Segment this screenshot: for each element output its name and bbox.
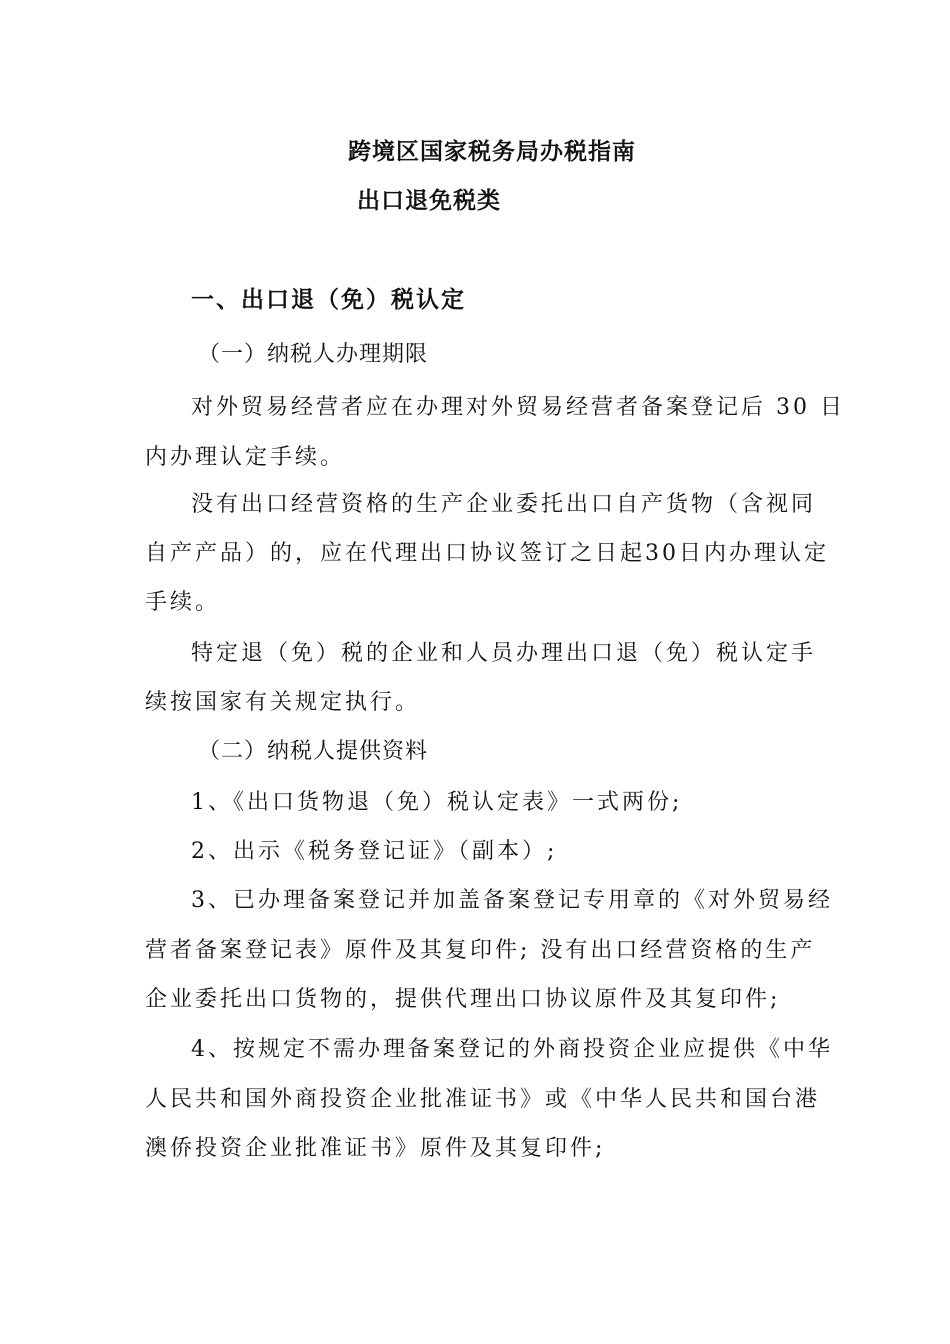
list-item: 3、已办理备案登记并加盖备案登记专用章的《对外贸易经: [191, 888, 833, 913]
paragraph-line: 特定退（免）税的企业和人员办理出口退（免）税认定手: [191, 641, 817, 666]
subsection-heading-materials: （二）纳税人提供资料: [198, 739, 429, 764]
list-item-continued: 营者备案登记表》原件及其复印件; 没有出口经营资格的生产: [145, 938, 816, 963]
paragraph-line: 没有出口经营资格的生产企业委托出口自产货物（含视同: [191, 492, 817, 517]
list-item: 1、《出口货物退（免）税认定表》一式两份;: [191, 790, 683, 815]
document-subtitle: 出口退免税类: [357, 187, 501, 214]
paragraph-line: 手续。: [145, 590, 221, 615]
list-item-continued: 企业委托出口货物的，提供代理出口协议原件及其复印件;: [145, 987, 781, 1012]
list-item: 4、按规定不需办理备案登记的外商投资企业应提供《中华: [191, 1037, 833, 1062]
list-item-continued: 人民共和国外商投资企业批准证书》或《中华人民共和国台港: [145, 1087, 821, 1112]
list-item-continued: 澳侨投资企业批准证书》原件及其复印件;: [145, 1136, 606, 1161]
paragraph-line: 自产产品）的，应在代理出口协议签订之日起30日内办理认定: [145, 541, 829, 566]
section-heading: 一、出口退（免）税认定: [191, 286, 466, 313]
list-item: 2、出示《税务登记证》（副本）;: [191, 839, 558, 864]
subsection-heading-deadline: （一）纳税人办理期限: [198, 342, 429, 367]
paragraph-line: 内办理认定手续。: [145, 445, 346, 470]
paragraph-line: 续按国家有关规定执行。: [145, 690, 421, 715]
document-title: 跨境区国家税务局办税指南: [348, 138, 636, 165]
paragraph-line: 对外贸易经营者应在办理对外贸易经营者备案登记后 30 日: [191, 395, 845, 420]
